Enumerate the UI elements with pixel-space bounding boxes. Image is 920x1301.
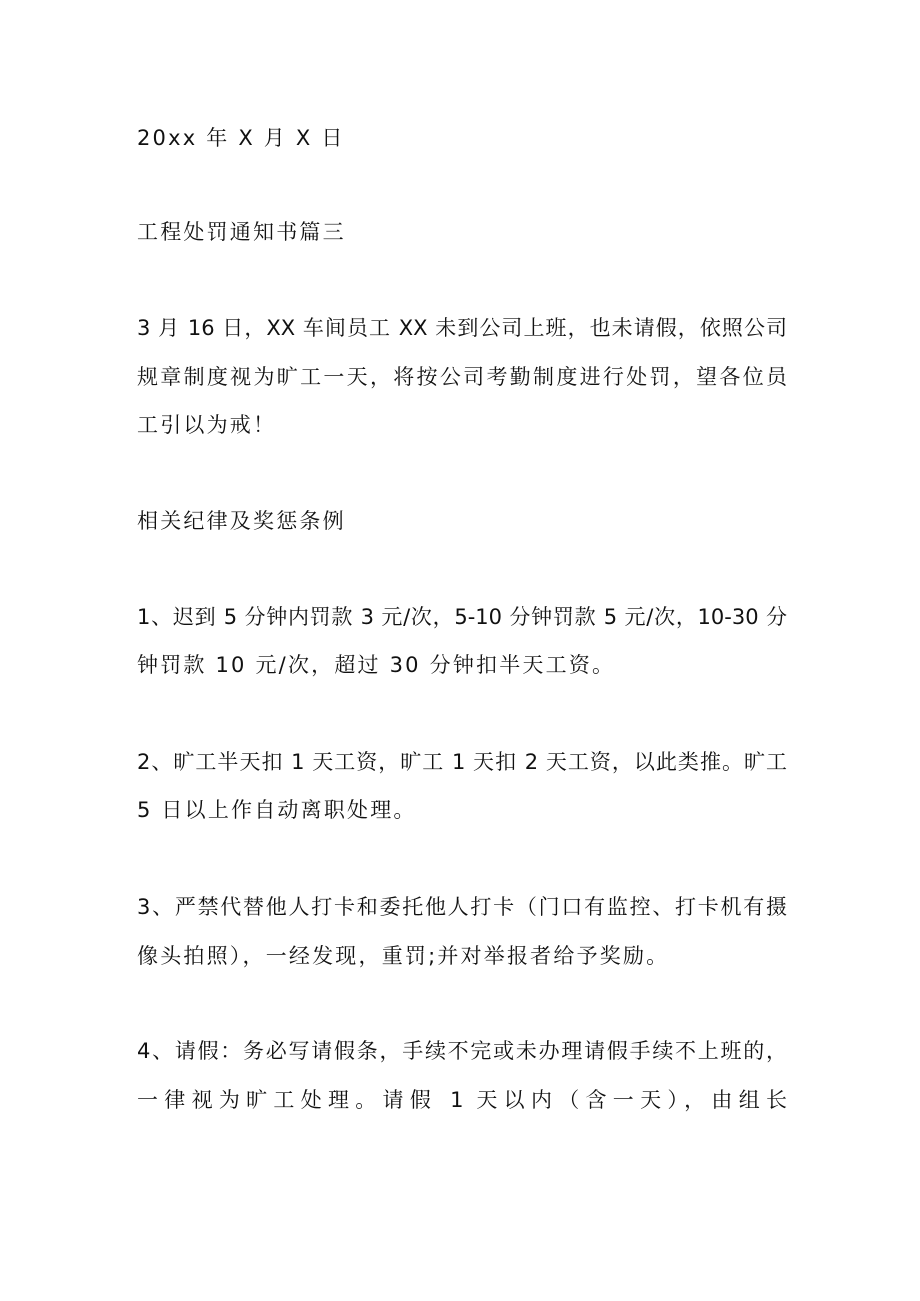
rule-line: 1、迟到 5 分钟内罚款 3 元/次，5-10 分钟罚款 5 元/次，10-30 分 xyxy=(137,605,787,629)
rules-heading: 相关纪律及奖惩条例 xyxy=(137,509,346,533)
rule-line: 3、严禁代替他人打卡和委托他人打卡（门口有监控、打卡机有摄 xyxy=(137,895,787,919)
rule-line: 像头拍照），一经发现，重罚;并对举报者给予奖励。 xyxy=(137,944,670,968)
rule-line: 5 日以上作自动离职处理。 xyxy=(137,798,417,822)
rule-line: 钟罚款 10 元/次，超过 30 分钟扣半天工资。 xyxy=(137,653,616,677)
rule-line: 4、请假：务必写请假条，手续不完或未办理请假手续不上班的， xyxy=(137,1039,787,1063)
notice-line: 规章制度视为旷工一天，将按公司考勤制度进行处罚，望各位员 xyxy=(137,365,787,389)
notice-line: 3 月 16 日，XX 车间员工 XX 未到公司上班，也未请假，依照公司 xyxy=(137,316,787,340)
notice-line: 工引以为戒！ xyxy=(137,413,277,437)
rule-line: 2、旷工半天扣 1 天工资，旷工 1 天扣 2 天工资，以此类推。旷工 xyxy=(137,750,787,774)
rule-line: 一律视为旷工处理。请假 1 天以内（含一天），由组长 xyxy=(137,1088,787,1112)
document-date: 20xx 年 X 月 X 日 xyxy=(137,126,345,150)
section-title: 工程处罚通知书篇三 xyxy=(137,220,346,244)
